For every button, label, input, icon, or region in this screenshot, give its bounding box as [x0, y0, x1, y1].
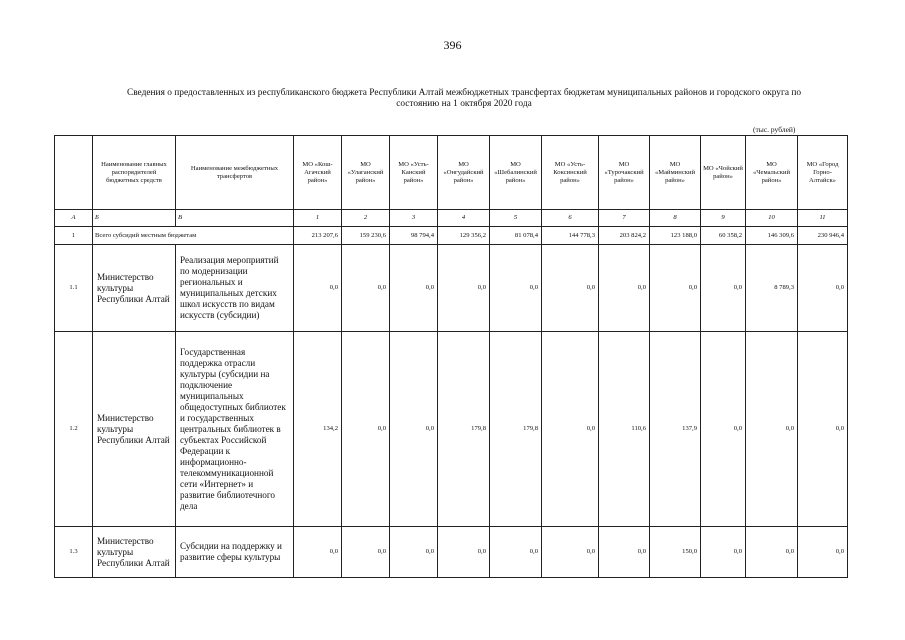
row-number: 1	[55, 227, 93, 245]
column-number: 1	[294, 210, 342, 227]
value-cell: 0,0	[542, 527, 599, 578]
value-cell: 150,0	[650, 527, 701, 578]
header-municipality: МО «Усть-Коксинский район»	[542, 136, 599, 210]
value-cell: 0,0	[342, 332, 390, 527]
title-line-2: состоянию на 1 октября 2020 года	[396, 99, 532, 109]
value-cell: 179,8	[490, 332, 542, 527]
value-cell: 0,0	[701, 332, 746, 527]
column-number: А	[55, 210, 93, 227]
units-label: (тыс. рублей)	[753, 125, 796, 134]
value-cell: 0,0	[798, 245, 848, 332]
column-number: 6	[542, 210, 599, 227]
value-cell: 0,0	[438, 527, 490, 578]
value-cell: 0,0	[294, 527, 342, 578]
ministry-name: Министерство культуры Республики Алтай	[93, 527, 176, 578]
title-line-1: Сведения о предоставленных из республиканского бюджета Республики Алтай межбюджетных трансфертах бюджетам муниципальных районов и городского округа по	[126, 88, 802, 98]
header-municipality: МО «Чойский район»	[701, 136, 746, 210]
ministry-name: Министерство культуры Республики Алтай	[93, 332, 176, 527]
ministry-name: Министерство культуры Республики Алтай	[93, 245, 176, 332]
value-cell: 0,0	[650, 245, 701, 332]
total-value: 123 188,0	[650, 227, 701, 245]
value-cell: 137,9	[650, 332, 701, 527]
value-cell: 0,0	[701, 527, 746, 578]
value-cell: 0,0	[342, 245, 390, 332]
value-cell: 0,0	[390, 245, 438, 332]
header-transfer: Наименование межбюджетных трансфертов	[176, 136, 294, 210]
value-cell: 0,0	[490, 527, 542, 578]
page-number: 396	[443, 38, 462, 52]
total-row	[55, 227, 848, 245]
header-municipality: МО «Кош-Агачский район»	[294, 136, 342, 210]
column-number: 3	[390, 210, 438, 227]
table-row	[55, 527, 848, 578]
header-row	[55, 136, 848, 210]
total-value: 159 230,6	[342, 227, 390, 245]
value-cell: 0,0	[542, 245, 599, 332]
value-cell: 0,0	[294, 245, 342, 332]
value-cell: 179,8	[438, 332, 490, 527]
total-value: 144 778,3	[542, 227, 599, 245]
transfer-name: Реализация мероприятий по модернизации региональных и муниципальных детских школ искусств по видам искусств (субсидии)	[176, 245, 294, 332]
header-municipality: МО «Турочакский район»	[599, 136, 650, 210]
row-number: 1.1	[55, 245, 93, 332]
table-row	[55, 245, 848, 332]
header-municipality: МО «Чемальский район»	[746, 136, 798, 210]
transfer-name: Субсидии на поддержку и развитие сферы культуры	[176, 527, 294, 578]
total-value: 213 207,6	[294, 227, 342, 245]
column-number: 4	[438, 210, 490, 227]
transfer-name: Государственная поддержка отрасли культуры (субсидии на подключение муниципальных общедоступных библиотек и государственных центральных библиотек в субъектах Российской Федерации к информационно-телекоммуникационной сети «Интернет» и развитие библиотечного дела	[176, 332, 294, 527]
value-cell: 0,0	[798, 527, 848, 578]
header-municipality: МО «Онгудайский район»	[438, 136, 490, 210]
header-municipality: МО «Усть-Канский район»	[390, 136, 438, 210]
header-municipality: МО «Город Горно-Алтайск»	[798, 136, 848, 210]
column-number: Б	[93, 210, 176, 227]
total-value: 203 824,2	[599, 227, 650, 245]
header-ministry: Наименование главных распорядителей бюджетных средств	[93, 136, 176, 210]
total-value: 60 358,2	[701, 227, 746, 245]
value-cell: 0,0	[701, 245, 746, 332]
value-cell: 0,0	[342, 527, 390, 578]
table-body	[55, 136, 848, 578]
header-municipality: МО «Улаганский район»	[342, 136, 390, 210]
header-municipality: МО «Шебалинский район»	[490, 136, 542, 210]
column-number: В	[176, 210, 294, 227]
column-number: 10	[746, 210, 798, 227]
column-number-row	[55, 210, 848, 227]
value-cell: 8 789,3	[746, 245, 798, 332]
header-municipality: МО «Майминский район»	[650, 136, 701, 210]
column-number: 11	[798, 210, 848, 227]
value-cell: 0,0	[390, 332, 438, 527]
column-number: 5	[490, 210, 542, 227]
value-cell: 0,0	[798, 332, 848, 527]
total-value: 129 356,2	[438, 227, 490, 245]
value-cell: 0,0	[490, 245, 542, 332]
value-cell: 0,0	[438, 245, 490, 332]
value-cell: 0,0	[542, 332, 599, 527]
total-value: 81 078,4	[490, 227, 542, 245]
value-cell: 0,0	[390, 527, 438, 578]
value-cell: 0,0	[746, 332, 798, 527]
header-blank	[55, 136, 93, 210]
row-number: 1.3	[55, 527, 93, 578]
total-value: 98 794,4	[390, 227, 438, 245]
transfers-table	[54, 135, 848, 578]
total-value: 146 309,6	[746, 227, 798, 245]
column-number: 2	[342, 210, 390, 227]
column-number: 8	[650, 210, 701, 227]
value-cell: 0,0	[599, 245, 650, 332]
total-value: 230 946,4	[798, 227, 848, 245]
row-number: 1.2	[55, 332, 93, 527]
value-cell: 134,2	[294, 332, 342, 527]
value-cell: 0,0	[746, 527, 798, 578]
total-label: Всего субсидий местным бюджетам	[93, 227, 294, 245]
column-number: 9	[701, 210, 746, 227]
document-title	[68, 88, 860, 110]
column-number: 7	[599, 210, 650, 227]
value-cell: 0,0	[599, 527, 650, 578]
table-row	[55, 332, 848, 527]
value-cell: 110,6	[599, 332, 650, 527]
